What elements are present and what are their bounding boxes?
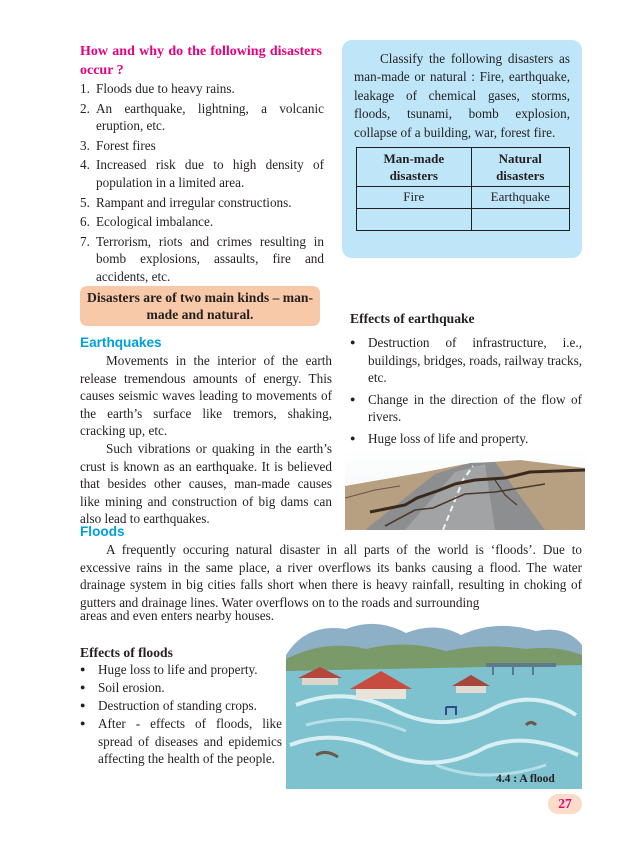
table-cell — [471, 209, 569, 231]
list-item: ● Huge loss to life and property. — [80, 661, 282, 679]
list-item: ● Soil erosion. — [80, 679, 282, 697]
classify-instruction: Classify the following disasters as man-made or natural : Fire, earthquake, leakage of chemical gases, storms, floods, tsunami, bomb explosion, collapse of a building, war, forest fire. — [354, 51, 570, 140]
question-list — [80, 80, 324, 288]
floods-heading: Floods — [80, 524, 125, 539]
earthquakes-paragraph: Such vibrations or quaking in the earth’s crust is known as an earthquake. It is believed that besides other causes, man-made causes like mining and construction of big dams can also lead to earthquakes. — [80, 440, 332, 527]
page-number: 27 — [548, 794, 582, 814]
table-cell: Earthquake — [471, 187, 569, 209]
flood-illustration — [286, 615, 582, 789]
list-item: ● Destruction of standing crops. — [80, 697, 282, 715]
table-cell: Fire — [357, 187, 472, 209]
table-header-man-made: Man-made disasters — [357, 148, 472, 187]
earthquakes-paragraph: Movements in the interior of the earth release tremendous amounts of energy. This causes seismic waves leading to movements of the earth’s surface like tremors, shaking, cracking up, etc. — [80, 353, 332, 439]
question-item: 5. Rampant and irregular constructions. — [80, 194, 292, 210]
effects-floods-list — [80, 661, 282, 769]
list-item: ● Huge loss of life and property. — [350, 430, 582, 448]
list-item: ● Change in the direction of the flow of rivers. — [350, 391, 582, 426]
effects-earthquake-heading: Effects of earthquake — [350, 311, 475, 326]
classify-table — [356, 147, 570, 231]
list-item: ● Destruction of infrastructure, i.e., buildings, bridges, roads, railway tracks, etc. — [350, 334, 582, 387]
effects-earthquake-list — [350, 334, 582, 452]
question-item: 7. Terrorism, riots and crimes resulting in bomb explosions, assaults, fire and accidents, etc. — [80, 233, 324, 284]
table-header-row — [357, 148, 570, 187]
question-item: 4. Increased risk due to high density of population in a limited area. — [80, 157, 324, 190]
question-item: 6. Ecological imbalance. — [80, 214, 214, 230]
question-item: 3. Forest fires — [80, 137, 156, 153]
disaster-kinds-note: Disasters are of two main kinds – man-made and natural. — [80, 286, 320, 326]
question-title: How and why do the following disasters occur ? — [80, 44, 322, 78]
effects-floods-heading: Effects of floods — [80, 645, 173, 660]
table-cell — [357, 209, 472, 231]
table-header-natural: Natural disasters — [471, 148, 569, 187]
earthquakes-heading: Earthquakes — [80, 335, 162, 350]
table-row — [357, 209, 570, 231]
table-row — [357, 187, 570, 209]
figure-caption: 4.4 : A flood — [496, 773, 555, 785]
earthquakes-text — [80, 352, 332, 528]
classify-activity-box — [342, 40, 582, 258]
floods-paragraph-continued: areas and even enters nearby houses. — [80, 608, 275, 623]
question-item: 1. Floods due to heavy rains. — [80, 81, 235, 96]
question-item: 2. An earthquake, lightning, a volcanic eruption, etc. — [80, 100, 324, 134]
cracked-road-image — [345, 450, 585, 530]
floods-paragraph: A frequently occuring natural disaster in all parts of the world is ‘floods’. Due to excessive rains in the same place, a river overflows its banks causing a flood. The water drainage system in big cities falls short when there is heavy rainfall, resulting in choking of gutters and drainage lines. Water overflows on to the roads and surrounding — [80, 542, 582, 610]
list-item: ● After - effects of floods, like spread of diseases and epidemics affecting the health of the people. — [80, 715, 282, 768]
